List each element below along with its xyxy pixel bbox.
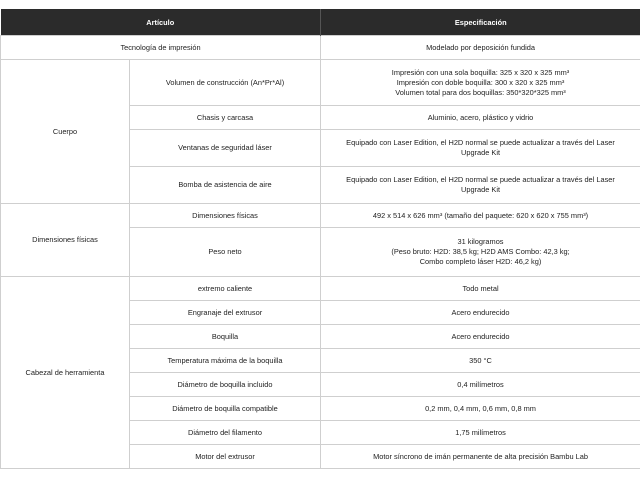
row-value-volumen bbox=[321, 60, 640, 106]
group-label-cabezal: Cabezal de herramienta bbox=[1, 277, 130, 469]
group-label-cuerpo: Cuerpo bbox=[1, 60, 130, 204]
row-value-cabezal: 1,75 milímetros bbox=[321, 421, 640, 445]
peso-line: (Peso bruto: H2D: 38,5 kg; H2D AMS Combo: 42,3 kg; bbox=[391, 247, 570, 256]
bomba-line: Upgrade Kit bbox=[461, 185, 501, 194]
bomba-line: Equipado con Laser Edition, el H2D normal se puede actualizar a través del Laser bbox=[346, 175, 615, 184]
row-value-tecnologia: Modelado por deposición fundida bbox=[321, 36, 640, 60]
table-header-row bbox=[1, 9, 640, 36]
row-value-ventanas bbox=[321, 130, 640, 167]
volumen-line: Impresión con una sola boquilla: 325 x 320 x 325 mm³ bbox=[391, 67, 570, 77]
ventanas-line: Equipado con Laser Edition, el H2D normal se puede actualizar a través del Laser bbox=[346, 138, 615, 147]
row-value-cabezal: Acero endurecido bbox=[321, 325, 640, 349]
row-value-cabezal: Todo metal bbox=[321, 277, 640, 301]
spec-table bbox=[0, 9, 640, 469]
volumen-line: Impresión con doble boquilla: 300 x 320 x 325 mm³ bbox=[396, 77, 565, 87]
header-especificacion: Especificación bbox=[321, 9, 640, 36]
row-label-cabezal: Diámetro del filamento bbox=[130, 421, 321, 445]
row-label-ventanas: Ventanas de seguridad láser bbox=[130, 130, 321, 167]
row-label-cabezal: Temperatura máxima de la boquilla bbox=[130, 349, 321, 373]
row-label-cabezal: Diámetro de boquilla compatible bbox=[130, 397, 321, 421]
row-label-cabezal: extremo caliente bbox=[130, 277, 321, 301]
row-value-dimensiones-fisicas: 492 x 514 x 626 mm³ (tamaño del paquete: 620 x 620 x 755 mm³) bbox=[321, 204, 640, 228]
row-value-bomba bbox=[321, 167, 640, 204]
row-label-chasis: Chasis y carcasa bbox=[130, 106, 321, 130]
peso-line: 31 kilogramos bbox=[457, 237, 504, 246]
row-value-cabezal: Acero endurecido bbox=[321, 301, 640, 325]
ventanas-line: Upgrade Kit bbox=[461, 148, 501, 157]
row-label-cabezal: Diámetro de boquilla incluido bbox=[130, 373, 321, 397]
table-row bbox=[1, 36, 640, 60]
row-value-cabezal: 0,4 milímetros bbox=[321, 373, 640, 397]
row-label-peso: Peso neto bbox=[130, 228, 321, 277]
row-label-dimensiones-fisicas: Dimensiones físicas bbox=[130, 204, 321, 228]
table-row bbox=[1, 204, 640, 228]
peso-line: Combo completo láser H2D: 46,2 kg) bbox=[419, 257, 542, 266]
row-value-peso bbox=[321, 228, 640, 277]
row-value-cabezal: Motor síncrono de imán permanente de alta precisión Bambu Lab bbox=[321, 445, 640, 469]
header-articulo: Artículo bbox=[1, 9, 321, 36]
row-value-cabezal: 350 °C bbox=[321, 349, 640, 373]
group-label-dimensiones: Dimensiones físicas bbox=[1, 204, 130, 277]
row-label-cabezal: Boquilla bbox=[130, 325, 321, 349]
row-label-volumen: Volumen de construcción (An*Pr*Al) bbox=[130, 60, 321, 106]
table-row bbox=[1, 277, 640, 301]
row-label-cabezal: Engranaje del extrusor bbox=[130, 301, 321, 325]
table-row bbox=[1, 60, 640, 106]
row-value-cabezal: 0,2 mm, 0,4 mm, 0,6 mm, 0,8 mm bbox=[321, 397, 640, 421]
row-label-tecnologia: Tecnología de impresión bbox=[1, 36, 321, 60]
volumen-line: Volumen total para dos boquillas: 350*320*325 mm³ bbox=[395, 87, 566, 97]
row-label-cabezal: Motor del extrusor bbox=[130, 445, 321, 469]
row-label-bomba: Bomba de asistencia de aire bbox=[130, 167, 321, 204]
row-value-chasis: Aluminio, acero, plástico y vidrio bbox=[321, 106, 640, 130]
